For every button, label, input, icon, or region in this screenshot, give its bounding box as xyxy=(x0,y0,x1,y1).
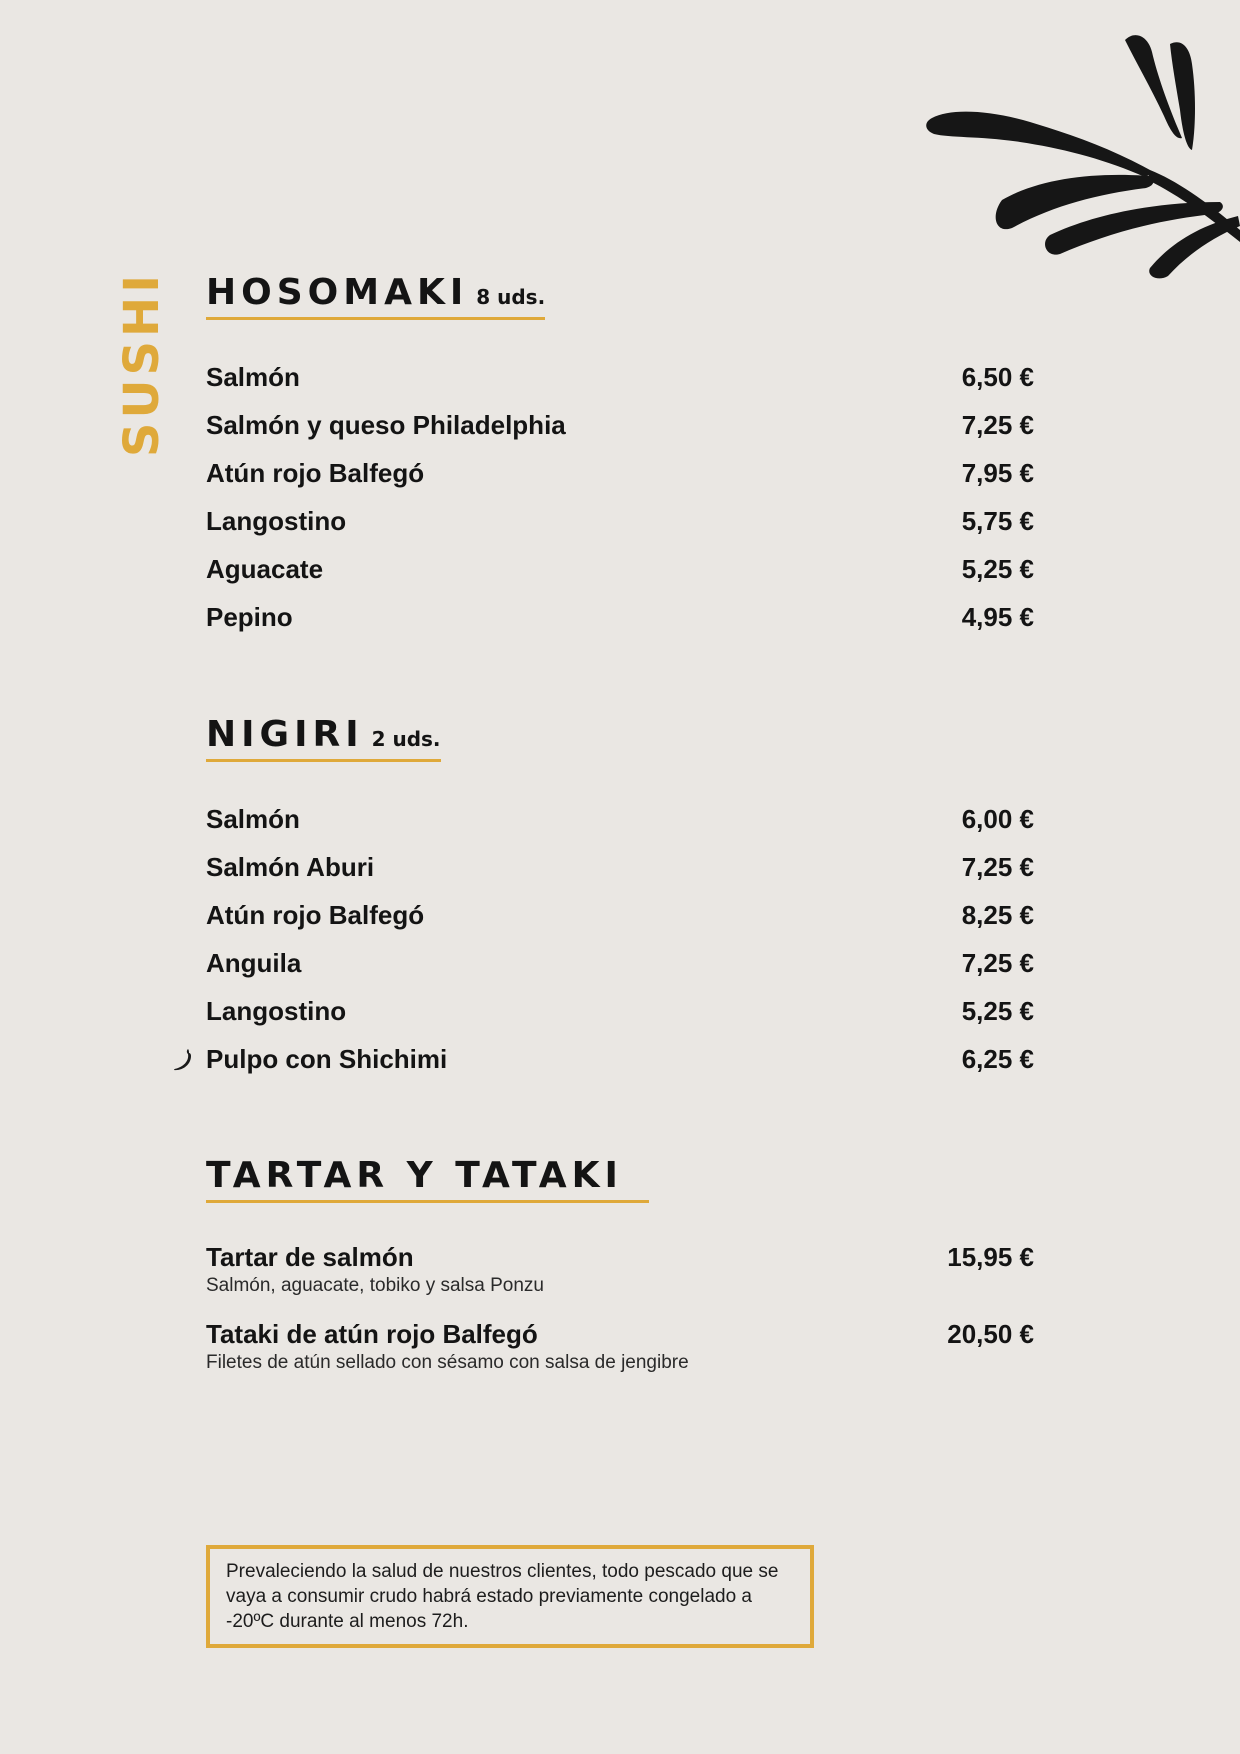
nigiri-units: 2 uds. xyxy=(371,727,441,751)
item-price: 8,25 € xyxy=(961,899,1034,930)
item-description: Filetes de atún sellado con sésamo con salsa de jengibre xyxy=(206,1352,689,1373)
hosomaki-header xyxy=(206,272,545,320)
item-price: 5,75 € xyxy=(961,505,1034,536)
item-price: 5,25 € xyxy=(961,995,1034,1026)
item-price: 15,95 € xyxy=(947,1242,1034,1272)
hosomaki-units: 8 uds. xyxy=(476,285,546,309)
item-name: Anguila xyxy=(206,947,302,978)
menu-item xyxy=(206,891,1034,939)
item-name: Aguacate xyxy=(206,553,324,584)
chili-pepper-icon xyxy=(172,1047,194,1071)
menu-item xyxy=(206,401,1034,449)
item-name: Pulpo con Shichimi xyxy=(206,1043,448,1074)
item-price: 20,50 € xyxy=(947,1319,1034,1349)
menu-item xyxy=(206,497,1034,545)
hosomaki-title: HOSOMAKI xyxy=(206,272,469,313)
item-price: 7,95 € xyxy=(961,457,1034,488)
menu-item xyxy=(206,795,1034,843)
nigiri-header xyxy=(206,714,441,762)
menu-item xyxy=(206,843,1034,891)
item-name: Atún rojo Balfegó xyxy=(206,457,425,488)
tartar-list xyxy=(206,1242,1034,1396)
hosomaki-list xyxy=(206,353,1034,641)
item-name: Salmón y queso Philadelphia xyxy=(206,409,566,440)
item-price: 6,00 € xyxy=(961,803,1034,834)
item-name: Langostino xyxy=(206,995,347,1026)
item-name: Langostino xyxy=(206,505,347,536)
item-price: 7,25 € xyxy=(961,409,1034,440)
item-name: Salmón xyxy=(206,803,300,834)
bamboo-branch-icon xyxy=(920,30,1240,280)
item-price: 4,95 € xyxy=(961,601,1034,632)
tartar-title: TARTAR Y TATAKI xyxy=(206,1155,623,1196)
item-price: 7,25 € xyxy=(961,851,1034,882)
menu-item xyxy=(206,353,1034,401)
menu-item xyxy=(206,449,1034,497)
item-price: 6,50 € xyxy=(961,361,1034,392)
menu-item xyxy=(206,593,1034,641)
menu-item xyxy=(206,987,1034,1035)
item-name: Tartar de salmón xyxy=(206,1242,414,1272)
menu-item xyxy=(206,1242,1034,1319)
tartar-header xyxy=(206,1155,649,1203)
side-label: SUSHI xyxy=(114,270,170,458)
item-price: 6,25 € xyxy=(961,1043,1034,1074)
menu-item xyxy=(206,939,1034,987)
item-price: 7,25 € xyxy=(961,947,1034,978)
menu-item xyxy=(206,545,1034,593)
raw-fish-notice: Prevaleciendo la salud de nuestros clientes, todo pescado que se vaya a consumir crudo habrá estado previamente congelado a -20ºC durante al menos 72h. xyxy=(206,1545,814,1648)
item-name: Tataki de atún rojo Balfegó xyxy=(206,1319,538,1349)
item-name: Salmón Aburi xyxy=(206,851,375,882)
nigiri-title: NIGIRI xyxy=(206,714,364,755)
item-description: Salmón, aguacate, tobiko y salsa Ponzu xyxy=(206,1275,544,1296)
item-name: Pepino xyxy=(206,601,293,632)
menu-item xyxy=(206,1319,1034,1396)
item-name: Salmón xyxy=(206,361,300,392)
item-price: 5,25 € xyxy=(961,553,1034,584)
menu-item xyxy=(206,1035,1034,1083)
item-name: Atún rojo Balfegó xyxy=(206,899,425,930)
nigiri-list xyxy=(206,795,1034,1083)
